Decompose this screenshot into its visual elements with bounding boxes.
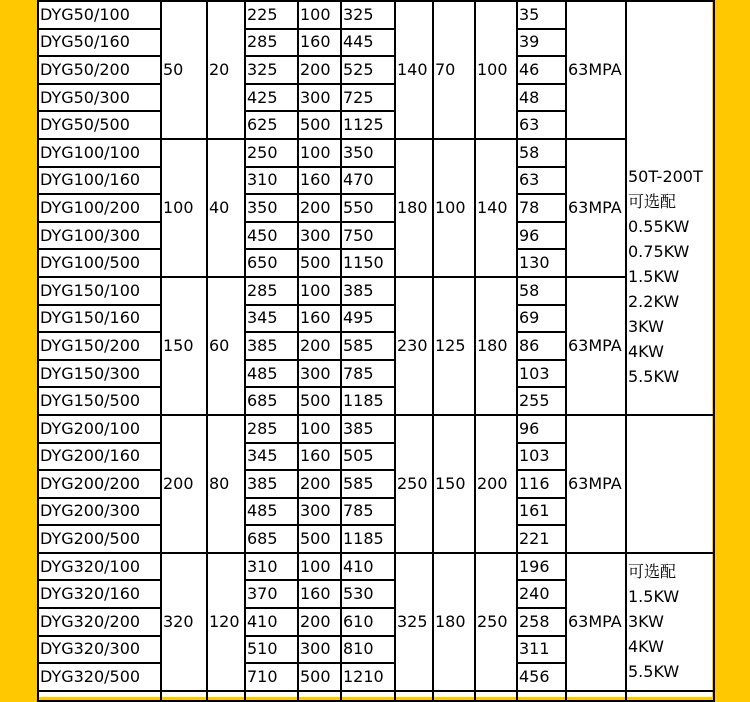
model-cell: DYG150/300 [38,360,161,388]
length-a-cell: 625 [245,111,298,139]
weight-cell: 311 [517,636,566,664]
option-line: 5.5KW [628,662,680,682]
weight-cell: 58 [517,277,566,305]
model-cell: DYG50/300 [38,84,161,112]
rod-cell: 120 [207,553,245,691]
model-cell: DYG100/100 [38,139,161,167]
option-line: 1.5KW [628,266,680,286]
table-row [38,139,714,167]
option-line: 0.75KW [628,241,690,261]
empty-cell [626,691,714,701]
pressure-cell: 63MPA [566,277,626,415]
model-cell: DYG200/200 [38,470,161,498]
length-a-cell: 450 [245,222,298,250]
length-a-cell: 685 [245,525,298,553]
length-a-cell: 410 [245,608,298,636]
weight-cell: 86 [517,332,566,360]
pressure-cell: 63MPA [566,1,626,139]
model-cell: DYG50/100 [38,1,161,29]
length-a-cell: 385 [245,470,298,498]
empty-cell [517,691,566,701]
length-b-cell: 495 [341,305,395,333]
option-line: 4KW [628,637,664,657]
model-cell: DYG150/500 [38,387,161,415]
length-b-cell: 410 [341,553,395,581]
length-a-cell: 285 [245,415,298,443]
pressure-cell: 63MPA [566,553,626,691]
weight-cell: 240 [517,580,566,608]
weight-cell: 130 [517,249,566,277]
stroke-cell: 200 [298,608,341,636]
bore-cell: 100 [161,139,207,277]
stroke-cell: 300 [298,360,341,388]
option-line: 1.5KW [628,587,680,607]
empty-cell [38,691,161,701]
model-cell: DYG320/300 [38,636,161,664]
model-cell: DYG50/500 [38,111,161,139]
stroke-cell: 100 [298,1,341,29]
length-a-cell: 250 [245,139,298,167]
empty-cell [433,691,475,701]
options-cell [626,553,714,691]
length-a-cell: 650 [245,249,298,277]
dim2-cell: 180 [433,553,475,691]
spec-table [37,0,715,702]
empty-cell [298,691,341,701]
length-a-cell: 710 [245,663,298,691]
stroke-cell: 100 [298,415,341,443]
stroke-cell: 100 [298,139,341,167]
model-cell: DYG150/160 [38,305,161,333]
rod-cell: 60 [207,277,245,415]
weight-cell: 35 [517,1,566,29]
table-row [38,415,714,443]
weight-cell: 58 [517,139,566,167]
weight-cell: 456 [517,663,566,691]
length-b-cell: 785 [341,360,395,388]
length-a-cell: 345 [245,443,298,471]
dim2-cell: 70 [433,1,475,139]
length-b-cell: 1185 [341,387,395,415]
dim2-cell: 125 [433,277,475,415]
empty-cell [566,691,626,701]
weight-cell: 48 [517,84,566,112]
model-cell: DYG150/100 [38,277,161,305]
weight-cell: 161 [517,498,566,526]
length-b-cell: 585 [341,470,395,498]
empty-cell [245,691,298,701]
bore-cell: 200 [161,415,207,553]
model-cell: DYG50/160 [38,29,161,57]
model-cell: DYG320/160 [38,580,161,608]
option-line: 4KW [628,341,664,361]
length-a-cell: 385 [245,332,298,360]
stroke-cell: 500 [298,387,341,415]
weight-cell: 196 [517,553,566,581]
stroke-cell: 500 [298,249,341,277]
stroke-cell: 100 [298,277,341,305]
model-cell: DYG320/500 [38,663,161,691]
dim1-cell: 250 [395,415,433,553]
dim3-cell: 140 [475,139,517,277]
weight-cell: 69 [517,305,566,333]
option-line: 0.55KW [628,216,690,236]
length-b-cell: 1210 [341,663,395,691]
table-row [38,1,714,29]
stroke-cell: 500 [298,663,341,691]
stroke-cell: 100 [298,553,341,581]
dim2-cell: 150 [433,415,475,553]
weight-cell: 63 [517,111,566,139]
option-line: 可选配 [628,191,677,211]
empty-cell [395,691,433,701]
model-cell: DYG50/200 [38,56,161,84]
weight-cell: 96 [517,415,566,443]
dim3-cell: 100 [475,1,517,139]
length-a-cell: 310 [245,553,298,581]
length-b-cell: 1150 [341,249,395,277]
model-cell: DYG200/300 [38,498,161,526]
length-a-cell: 485 [245,498,298,526]
stroke-cell: 300 [298,222,341,250]
length-b-cell: 530 [341,580,395,608]
length-b-cell: 505 [341,443,395,471]
length-a-cell: 485 [245,360,298,388]
weight-cell: 103 [517,443,566,471]
bore-cell: 150 [161,277,207,415]
length-a-cell: 510 [245,636,298,664]
weight-cell: 78 [517,194,566,222]
length-b-cell: 585 [341,332,395,360]
stroke-cell: 200 [298,194,341,222]
dim3-cell: 250 [475,553,517,691]
model-cell: DYG100/160 [38,167,161,195]
weight-cell: 46 [517,56,566,84]
length-b-cell: 785 [341,498,395,526]
stroke-cell: 160 [298,580,341,608]
option-line: 5.5KW [628,366,680,386]
empty-cell [475,691,517,701]
length-b-cell: 385 [341,277,395,305]
length-b-cell: 325 [341,1,395,29]
option-line: 2.2KW [628,291,680,311]
weight-cell: 221 [517,525,566,553]
stroke-cell: 200 [298,470,341,498]
options-cell [626,139,714,415]
length-b-cell: 385 [341,415,395,443]
weight-cell: 96 [517,222,566,250]
model-cell: DYG200/160 [38,443,161,471]
length-a-cell: 345 [245,305,298,333]
stroke-cell: 160 [298,167,341,195]
pressure-cell: 63MPA [566,139,626,277]
weight-cell: 258 [517,608,566,636]
option-line: 可选配 [628,562,677,582]
options-blank-cell [626,1,714,139]
length-b-cell: 470 [341,167,395,195]
dim1-cell: 325 [395,553,433,691]
model-cell: DYG320/200 [38,608,161,636]
length-a-cell: 370 [245,580,298,608]
stroke-cell: 200 [298,332,341,360]
weight-cell: 255 [517,387,566,415]
rod-cell: 40 [207,139,245,277]
model-cell: DYG200/100 [38,415,161,443]
stroke-cell: 500 [298,525,341,553]
length-b-cell: 610 [341,608,395,636]
stroke-cell: 160 [298,305,341,333]
stroke-cell: 200 [298,56,341,84]
weight-cell: 63 [517,167,566,195]
option-line: 3KW [628,316,664,336]
length-b-cell: 725 [341,84,395,112]
length-b-cell: 550 [341,194,395,222]
model-cell: DYG200/500 [38,525,161,553]
length-a-cell: 350 [245,194,298,222]
length-b-cell: 810 [341,636,395,664]
dim1-cell: 140 [395,1,433,139]
dim1-cell: 180 [395,139,433,277]
length-a-cell: 325 [245,56,298,84]
length-b-cell: 1185 [341,525,395,553]
length-b-cell: 1125 [341,111,395,139]
stroke-cell: 500 [298,111,341,139]
option-line: 3KW [628,612,664,632]
stroke-cell: 300 [298,498,341,526]
empty-cell [161,691,207,701]
length-a-cell: 685 [245,387,298,415]
pressure-cell: 63MPA [566,415,626,553]
empty-cell [341,691,395,701]
rod-cell: 80 [207,415,245,553]
length-b-cell: 445 [341,29,395,57]
length-a-cell: 225 [245,1,298,29]
length-a-cell: 285 [245,277,298,305]
table-row [38,277,714,305]
spec-table-body [38,1,714,701]
stroke-cell: 300 [298,84,341,112]
length-a-cell: 310 [245,167,298,195]
model-cell: DYG100/500 [38,249,161,277]
option-line: 50T-200T [628,166,703,186]
length-b-cell: 350 [341,139,395,167]
table-row [38,553,714,581]
table-row-partial [38,691,714,701]
model-cell: DYG100/200 [38,194,161,222]
weight-cell: 39 [517,29,566,57]
model-cell: DYG150/200 [38,332,161,360]
dim1-cell: 230 [395,277,433,415]
length-a-cell: 425 [245,84,298,112]
model-cell: DYG100/300 [38,222,161,250]
stroke-cell: 160 [298,443,341,471]
model-cell: DYG320/100 [38,553,161,581]
rod-cell: 20 [207,1,245,139]
length-b-cell: 525 [341,56,395,84]
dim3-cell: 180 [475,277,517,415]
weight-cell: 103 [517,360,566,388]
stroke-cell: 160 [298,29,341,57]
options-blank-cell [626,415,714,553]
bore-cell: 50 [161,1,207,139]
weight-cell: 116 [517,470,566,498]
dim2-cell: 100 [433,139,475,277]
dim3-cell: 200 [475,415,517,553]
stroke-cell: 300 [298,636,341,664]
empty-cell [207,691,245,701]
length-a-cell: 285 [245,29,298,57]
bore-cell: 320 [161,553,207,691]
length-b-cell: 750 [341,222,395,250]
